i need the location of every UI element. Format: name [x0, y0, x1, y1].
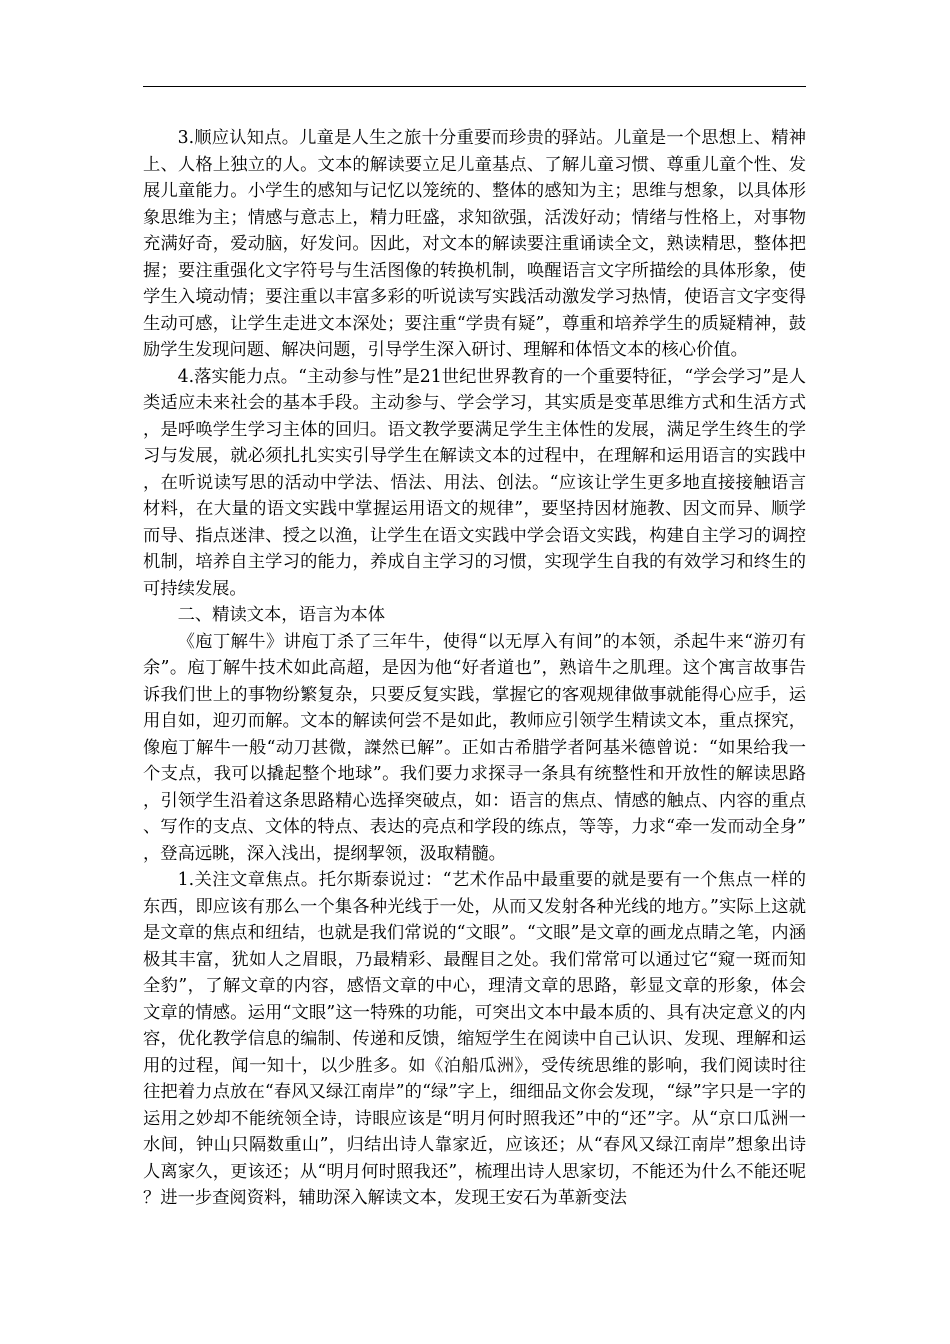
header-rule	[143, 86, 806, 87]
paragraph-focus-point: 1.关注文章焦点。托尔斯泰说过：“艺术作品中最重要的就是要有一个焦点一样的东西，即应该有那么一个集各种光线于一处，从而又发射各种光线的地方。”实际上这就是文章的焦点和纽结，也就是我们常说的“文眼”。“文眼”是文章的画龙点睛之笔，内涵极其丰富，犹如人之眉眼，乃最精彩、最醒目之处。我们常常可以通过它“窥一斑而知全豹”，了解文章的内容，感悟文章的中心，理清文章的思路，彰显文章的形象，体会文章的情感。运用“文眼”这一特殊的功能，可突出文本中最本质的、具有决定意义的内容，优化教学信息的编制、传递和反馈，缩短学生在阅读中自己认识、发现、理解和运用的过程，闻一知十，以少胜多。如《泊船瓜洲》，受传统思维的影响，我们阅读时往往把着力点放在“春风又绿江南岸”的“绿”字上，细细品文你会发现，“绿”字只是一字的运用之妙却不能统领全诗，诗眼应该是“明月何时照我还”中的“还”字。从“京口瓜洲一水间，钟山只隔数重山”，归结出诗人靠家近，应该还；从“春风又绿江南岸”想象出诗人离家久，更该还；从“明月何时照我还”，梳理出诗人思家切，不能还为什么不能还呢？进一步查阅资料，辅助深入解读文本，发现王安石为革新变法	[143, 870, 806, 1208]
paragraph-cognition-point: 3.顺应认知点。儿童是人生之旅十分重要而珍贵的驿站。儿童是一个思想上、精神上、人格上独立的人。文本的解读要立足儿童基点、了解儿童习惯、尊重儿童个性、发展儿童能力。小学生的感知与记忆以笼统的、整体的感知为主；思维与想象，以具体形象思维为主；情感与意志上，精力旺盛，求知欲强，活泼好动；情绪与性格上，对事物充满好奇，爱动脑，好发问。因此，对文本的解读要注重诵读全文，熟读精思，整体把握；要注重强化文字符号与生活图像的转换机制，唤醒语言文字所描绘的具体形象，使学生入境动情；要注重以丰富多彩的听说读写实践活动激发学习热情，使语言文字变得生动可感，让学生走进文本深处；要注重“学贵有疑”，尊重和培养学生的质疑精神，鼓励学生发现问题、解决问题，引导学生深入研讨、理解和体悟文本的核心价值。	[143, 128, 806, 360]
paragraph-paoding: 《庖丁解牛》讲庖丁杀了三年牛，使得“以无厚入有间”的本领，杀起牛来“游刃有余”。庖丁解牛技术如此高超，是因为他“好者道也”，熟谙牛之肌理。这个寓言故事告诉我们世上的事物纷繁复杂，只要反复实践，掌握它的客观规律做事就能得心应手，运用自如，迎刃而解。文本的解读何尝不是如此，教师应引领学生精读文本，重点探究，像庖丁解牛一般“动刀甚微，謋然已解”。正如古希腊学者阿基米德曾说：“如果给我一个支点，我可以撬起整个地球”。我们要力求探寻一条具有统整性和开放性的解读思路，引领学生沿着这条思路精心选择突破点，如：语言的焦点、情感的触点、内容的重点、写作的支点、文体的特点、表达的亮点和学段的练点，等等，力求“牵一发而动全身”，登高远眺，深入浅出，提纲挈领，汲取精髓。	[143, 631, 806, 864]
section-heading-intensive-reading: 二、精读文本，语言为本体	[177, 605, 385, 625]
document-body	[143, 125, 806, 1212]
paragraph-ability-point: 4.落实能力点。“主动参与性”是21世纪世界教育的一个重要特征，“学会学习”是人类适应未来社会的基本手段。主动参与、学会学习，其实质是变革思维方式和生活方式，是呼唤学生学习主体的回归。语文教学要满足学生主体性的发展，满足学生终生的学习与发展，就必须扎扎实实引导学生在解读文本的过程中，在理解和运用语言的实践中，在听说读写思的活动中学法、悟法、用法、创法。“应该让学生更多地直接接触语言材料，在大量的语文实践中掌握运用语文的规律”，要坚持因材施教、因文而异、顺学而导、指点迷津、授之以渔，让学生在语文实践中学会语文实践，构建自主学习的调控机制，培养自主学习的能力，养成自主学习的习惯，实现学生自我的有效学习和终生的可持续发展。	[143, 366, 806, 599]
